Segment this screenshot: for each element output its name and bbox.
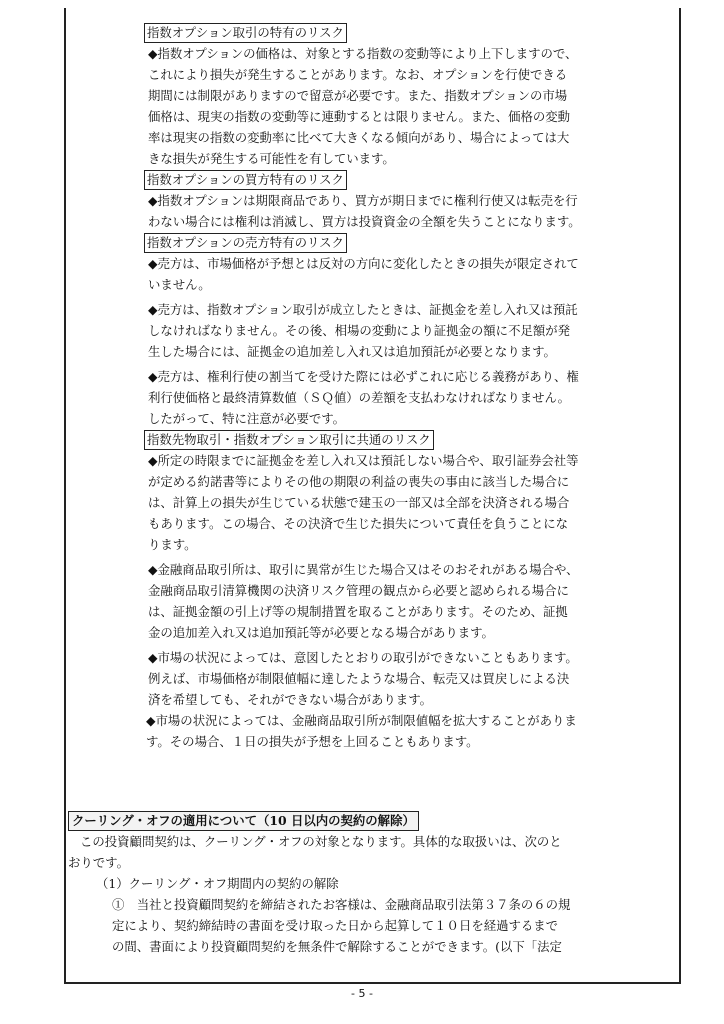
bullet-item: ◆市場の状況によっては、金融商品取引所が制限値幅を拡大することがありま す。その場合、１日の損失が予想を上回ることもあります。	[146, 713, 577, 749]
bullet-item: ◆売方は、指数オプション取引が成立したときは、証拠金を差し入れ又は預託 しなければなりません。その後、相場の変動により証拠金の額に不足額が発 生した場合には、証拠金の追加差し入れ又は追加預託が必要となります。	[148, 302, 578, 359]
cooling-off-intro: この投資顧問契約は、クーリング・オフの対象となります。具体的な取扱いは、次のと おりです。	[68, 834, 562, 870]
bullet-item: ◆売方は、権利行使の割当てを受けた際には必ずこれに応じる義務があり、権 利行使価格と最終清算数値（ＳＱ値）の差額を支払わなければなりません。 したがって、特に注意が必要です。	[148, 369, 579, 426]
section-heading-buyer-risk: 指数オプションの買方特有のリスク	[144, 170, 347, 190]
bullet-item: ◆指数オプションは期限商品であり、買方が期日までに権利行使又は転売を行 わない場合には権利は消滅し、買方は投資資金の全額を失うことになります。	[148, 193, 581, 229]
bullet-item: ◆売方は、市場価格が予想とは反対の方向に変化したときの損失が限定されて いません。	[148, 256, 579, 292]
section-heading-common-risk: 指数先物取引・指数オプション取引に共通のリスク	[144, 430, 434, 450]
cooling-off-item: ① 当社と投資顧問契約を締結されたお客様は、金融商品取引法第３７条の６の規 定により、契約締結時の書面を受け取った日から起算して１０日を経過するまで の間、書面により投資顧問契約を無条件で解除することができます。(以下「法定	[112, 897, 571, 954]
section-heading-seller-risk: 指数オプションの売方特有のリスク	[144, 233, 347, 253]
bullet-item: ◆金融商品取引所は、取引に異常が生じた場合又はそのおそれがある場合や、 金融商品取引清算機関の決済リスク管理の観点から必要と認められる場合に は、証拠金額の引上げ等の規制措置を取ることがあります。そのため、証拠 金の追加差入れ又は追加預託等が必要となる場合があります。	[148, 562, 579, 640]
bullet-item: ◆所定の時限までに証拠金を差し入れ又は預託しない場合や、取引証券会社等 が定める約諾書等によりその他の期限の利益の喪失の事由に該当した場合に は、計算上の損失が生じている状態で建玉の一部又は全部を決済される場合 もあります。この場合、その決済で生じた損失について責任を負うことにな ります。	[148, 453, 579, 552]
page-number: - 5 -	[351, 987, 373, 1000]
section-heading-index-option-risk: 指数オプション取引の特有のリスク	[144, 23, 347, 43]
cooling-off-heading: クーリング・オフの適用について（10 日以内の契約の解除）	[68, 811, 419, 831]
bullet-item: ◆市場の状況によっては、意図したとおりの取引ができないこともあります。 例えば、市場価格が制限値幅に達したような場合、転売又は買戻しによる決 済を希望しても、それができない場合があります。	[148, 650, 578, 707]
cooling-off-sub-heading: （1）クーリング・オフ期間内の契約の解除	[96, 876, 339, 891]
document-body	[68, 22, 680, 957]
bullet-item: ◆指数オプションの価格は、対象とする指数の変動等により上下しますので、 これにより損失が発生することがあります。なお、オプションを行使できる 期間には制限がありますので留意が必要です。また、指数オプションの市場 価格は、現実の指数の変動等に連動するとは限りません。また、価格の変動 率は現実の指数の変動率に比べて大きくなる傾向があり、場合によっては大 きな損失が発生する可能性を有しています。	[148, 46, 578, 166]
